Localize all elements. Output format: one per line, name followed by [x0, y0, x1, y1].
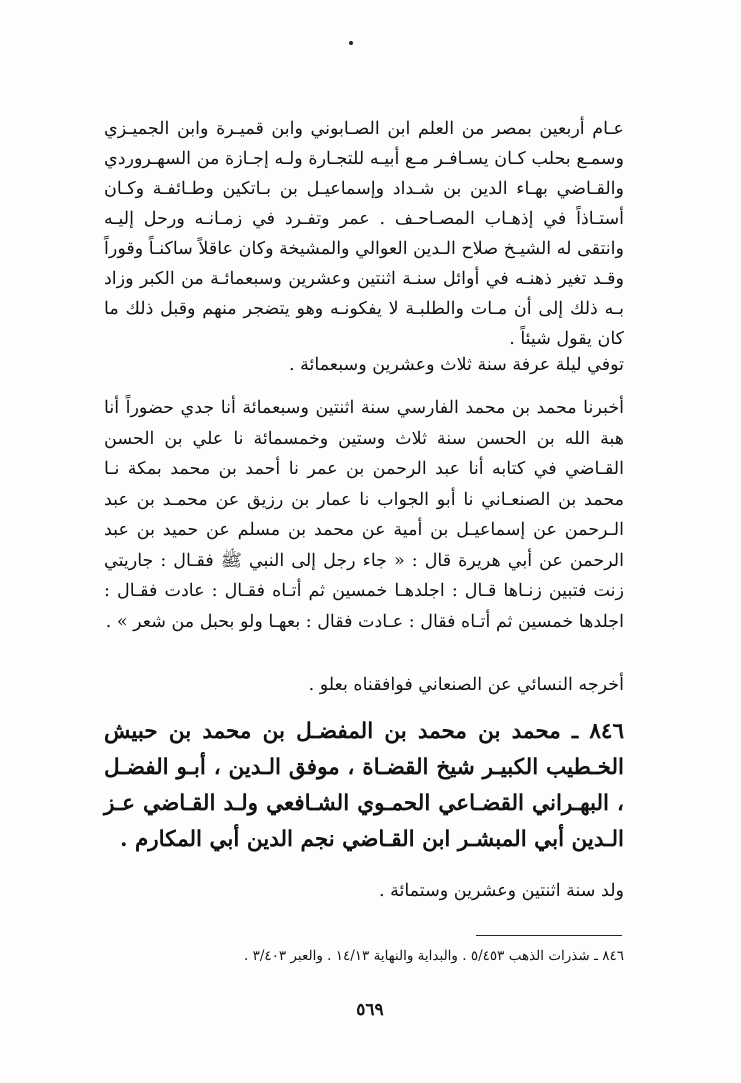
birth-date-paragraph: ولد سنة اثنتين وعشرين وستمائة . — [378, 881, 624, 901]
entry-846-heading: ٨٤٦ ـ محمد بن محمد بن المفضـل بن محمد بن حبيش الخـطيب الكبيـر شيخ القضـاة ، موفق الـدين ، أبـو الفضـل ، البهـراني القضـاعي الحمـوي الشـافعي ولـد القـاضي عـز الـدين أبي المبشـر ابن القـاضي نجم الدين أبي المكارم . — [104, 719, 624, 852]
top-dot-mark — [349, 41, 353, 45]
hadith-paragraph: أخبرنا محمد بن محمد الفارسي سنة اثنتين وسبعمائة أنا جدي حضوراً أنا هبة الله بن الحسن سنة ثلاث وستين وخمسمائة نا علي بن الحسن القـاضي في كتابه أنا عبد الرحمن بن عمر نا أحمد بن محمد بمكة نـا محمد بن الصنعـاني نا أبو الجواب نا عمار بن رزيق عن محمـد بن عبد الـرحمن عن إسماعيـل بن أمية عن محمد بن مسلم عن حميد بن عبد الرحمن عن أبي هريرة قال : « جاء رجل إلى النبي ﷺ فقـال : جاريتي زنت فتبين زنـاها قـال : اجلدهـا خمسين ثم أتـاه فقـال : عادت فقـال : اجلدها خمسين ثم أتـاه فقال : عـادت فقال : بعهـا ولو بحبل من شعر » . — [104, 398, 624, 632]
death-date-paragraph: توفي ليلة عرفة سنة ثلاث وعشرين وسبعمائة . — [288, 355, 624, 375]
bio-continuation-paragraph: عـام أربعين بمصر من العلم ابن الصـابوني وابن قميـرة وابن الجميـزي وسمـع بحلب كـان يسـافـر مـع أبيـه للتجـارة ولـه إجـازة من السهـروردي والقـاضي بهـاء الدين بن شـداد وإسماعيـل بن بـاتكين وطـائفـة وكـان أستـاذاً في إذهـاب المصـاحـف . عمر وتفـرد في زمـانـه ورحل إليـه وانتقى له الشيـخ صلاح الـدين العوالي والمشيخة وكان عاقلاً ساكنـاً وقوراً وقـد تغير ذهنـه في أوائل سنـة اثنتين وعشرين وسبعمائـة من الكبر وزاد بـه ذلك إلى أن مـات والطلبـة لا يفكونـه وهو يتضجر منهم وقبل ذلك ما كان يقول شيئاً . — [104, 119, 624, 349]
takhrij-paragraph: أخرجه النسائي عن الصنعاني فوافقناه بعلو . — [308, 675, 624, 695]
page-number: ٥٦٩ — [356, 1000, 384, 1020]
footnote: ٨٤٦ ـ شذرات الذهب ٥/٤٥٣ . والبداية والنهاية ١٤/١٣ . والعبر ٣/٤٠٣ . — [243, 948, 624, 964]
footnote-divider — [476, 935, 622, 936]
